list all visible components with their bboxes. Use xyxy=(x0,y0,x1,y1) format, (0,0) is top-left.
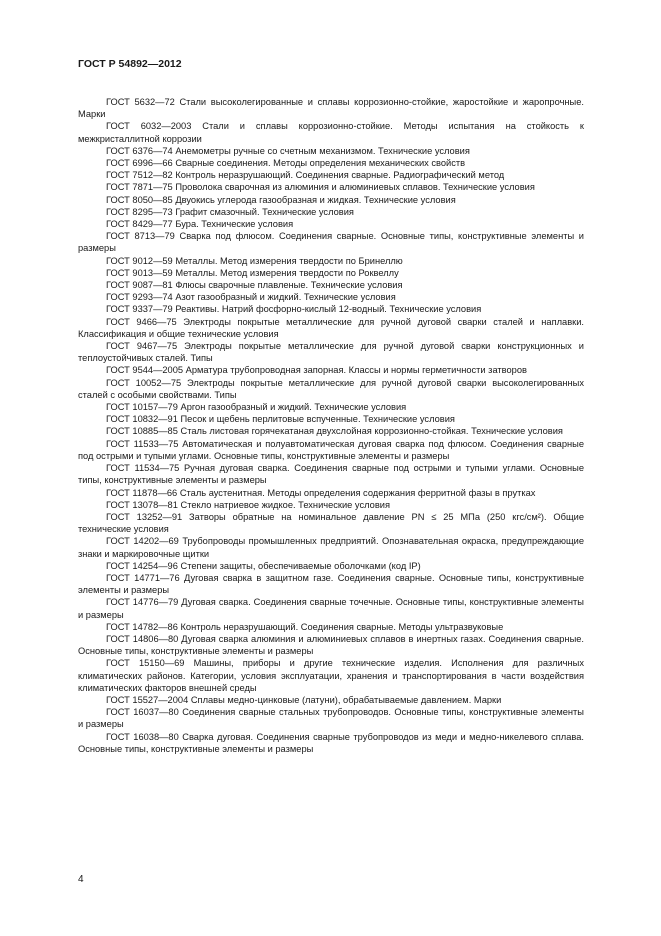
reference-title: Флюсы сварочные плавленые. Технические условия xyxy=(175,280,403,291)
reference-entry xyxy=(78,194,584,206)
reference-code: ГОСТ 8429—77 xyxy=(106,219,173,230)
reference-code: ГОСТ 8050—85 xyxy=(106,194,173,205)
reference-title: Электроды покрытые металлические для ручной дуговой сварки сталей и наплавки. Классификация и общие технические условия xyxy=(78,316,584,339)
reference-entry xyxy=(78,291,584,303)
reference-entry xyxy=(78,401,584,413)
reference-entry xyxy=(78,425,584,437)
reference-code: ГОСТ 9544—2005 xyxy=(106,365,184,376)
reference-code: ГОСТ 14806—80 xyxy=(106,633,179,644)
reference-title: Стали высоколегированные и сплавы коррозионно-стойкие, жаростойкие и жаропрочные. Марки xyxy=(78,97,584,120)
reference-title: Стали и сплавы коррозионно-стойкие. Методы испытания на стойкость к межкристаллитной коррозии xyxy=(78,121,584,144)
reference-entry xyxy=(78,340,584,364)
reference-entry xyxy=(78,413,584,425)
reference-title: Сплавы медно-цинковые (латуни), обрабатываемые давлением. Марки xyxy=(190,694,502,705)
reference-entry xyxy=(78,535,584,559)
reference-code: ГОСТ 11533—75 xyxy=(106,438,179,449)
reference-code: ГОСТ 10885—85 xyxy=(106,426,178,437)
reference-title: Автоматическая и полуавтоматическая дуговая сварка под флюсом. Соединения сварные под острыми и тупыми углами. Основные типы, конструктивные элементы и размеры xyxy=(78,438,584,461)
reference-code: ГОСТ 14776—79 xyxy=(106,597,179,608)
reference-title: Песок и щебень перлитовые вспученные. Технические условия xyxy=(180,414,455,425)
reference-code: ГОСТ 9337—79 xyxy=(106,304,173,315)
reference-code: ГОСТ 9012—59 xyxy=(106,255,173,266)
reference-entry xyxy=(78,96,584,120)
reference-code: ГОСТ 9013—59 xyxy=(106,267,173,278)
reference-code: ГОСТ 9467—75 xyxy=(106,341,178,352)
reference-entry xyxy=(78,572,584,596)
reference-title: Двуокись углерода газообразная и жидкая. Технические условия xyxy=(175,194,456,205)
reference-title: Дуговая сварка алюминия и алюминиевых сплавов в инертных газах. Соединения сварные. Основные типы, конструктивные элементы и размеры xyxy=(78,633,585,657)
reference-title: Дуговая сварка. Соединения сварные точечные. Основные типы, конструктивные элементы и размеры xyxy=(78,597,584,620)
normative-references-list xyxy=(78,96,584,755)
reference-entry xyxy=(78,706,584,730)
reference-title: Соединения сварные стальных трубопроводов. Основные типы, конструктивные элементы и размеры xyxy=(78,707,584,730)
reference-title: Сталь аустенитная. Методы определения содержания ферритной фазы в прутках xyxy=(179,487,536,498)
reference-title: Анемометры ручные со счетным механизмом. Технические условия xyxy=(175,145,470,156)
reference-entry xyxy=(78,560,584,572)
reference-title: Графит смазочный. Технические условия xyxy=(175,206,354,217)
reference-entry xyxy=(78,462,584,486)
reference-entry xyxy=(78,596,584,620)
reference-entry xyxy=(78,694,584,706)
reference-title: Электроды покрытые металлические для ручной дуговой сварки высоколегированных сталей с особыми свойствами. Типы xyxy=(78,377,584,400)
reference-code: ГОСТ 13078—81 xyxy=(106,499,178,510)
reference-code: ГОСТ 8713—79 xyxy=(106,231,175,242)
reference-entry xyxy=(78,157,584,169)
reference-entry xyxy=(78,633,584,657)
reference-title: Ручная дуговая сварка. Соединения сварные под острыми и тупыми углами. Основные типы, конструктивные элементы и размеры xyxy=(78,463,585,486)
reference-entry xyxy=(78,279,584,291)
reference-entry xyxy=(78,438,584,462)
reference-code: ГОСТ 14202—69 xyxy=(106,536,179,547)
reference-entry xyxy=(78,511,584,535)
reference-code: ГОСТ 7512—82 xyxy=(106,170,173,181)
reference-entry xyxy=(78,230,584,254)
reference-title: Сварные соединения. Методы определения механических свойств xyxy=(175,158,466,169)
reference-code: ГОСТ 9087—81 xyxy=(106,280,173,291)
reference-entry xyxy=(78,181,584,193)
reference-code: ГОСТ 5632—72 xyxy=(106,97,175,107)
reference-entry xyxy=(78,206,584,218)
reference-title: Сталь листовая горячекатаная двухслойная коррозионно-стойкая. Технические условия xyxy=(180,426,563,437)
reference-title: Сварка дуговая. Соединения сварные трубопроводов из меди и медно-никелевого сплава. Основные типы, конструктивные элементы и размеры xyxy=(78,731,584,754)
page-number: 4 xyxy=(78,874,84,885)
reference-title: Электроды покрытые металлические для ручной дуговой сварки конструкционных и теплоустойчивых сталей. Типы xyxy=(78,341,584,364)
reference-entry xyxy=(78,218,584,230)
reference-entry xyxy=(78,316,584,340)
reference-code: ГОСТ 13252—91 xyxy=(106,511,183,522)
reference-entry xyxy=(78,364,584,376)
reference-entry xyxy=(78,255,584,267)
reference-code: ГОСТ 15527—2004 xyxy=(106,694,189,705)
reference-title: Контроль неразрушающий. Соединения сварные. Радиографический метод xyxy=(175,170,505,181)
reference-code: ГОСТ 10157—79 xyxy=(106,402,178,413)
reference-entry xyxy=(78,499,584,511)
reference-code: ГОСТ 9293—74 xyxy=(106,292,173,303)
reference-entry xyxy=(78,145,584,157)
reference-entry xyxy=(78,657,584,694)
reference-title: Проволока сварочная из алюминия и алюминиевых сплавов. Технические условия xyxy=(175,182,535,193)
reference-title: Степени защиты, обеспечиваемые оболочками (код IP) xyxy=(180,560,421,571)
reference-title: Стекло натриевое жидкое. Технические условия xyxy=(180,499,390,510)
reference-code: ГОСТ 11878—66 xyxy=(106,487,178,498)
reference-title: Металлы. Метод измерения твердости по Роквеллу xyxy=(175,267,399,278)
reference-code: ГОСТ 8295—73 xyxy=(106,206,173,217)
reference-title: Аргон газообразный и жидкий. Технические условия xyxy=(180,402,407,413)
reference-code: ГОСТ 6376—74 xyxy=(106,145,173,156)
reference-entry xyxy=(78,169,584,181)
reference-title: Сварка под флюсом. Соединения сварные. Основные типы, конструктивные элементы и размеры xyxy=(78,231,584,254)
reference-code: ГОСТ 6996—66 xyxy=(106,158,173,169)
reference-title: Арматура трубопроводная запорная. Классы и нормы герметичности затворов xyxy=(185,365,527,376)
reference-code: ГОСТ 9466—75 xyxy=(106,316,177,327)
reference-code: ГОСТ 6032—2003 xyxy=(106,121,192,132)
reference-entry xyxy=(78,377,584,401)
reference-entry xyxy=(78,267,584,279)
reference-title: Азот газообразный и жидкий. Технические условия xyxy=(175,292,396,303)
document-header: ГОСТ Р 54892—2012 xyxy=(78,58,182,70)
reference-title: Затворы обратные на номинальное давление PN ≤ 25 МПа (250 кгс/см²). Общие технические условия xyxy=(78,511,585,535)
reference-title: Металлы. Метод измерения твердости по Бринеллю xyxy=(175,255,403,266)
reference-code: ГОСТ 14771—76 xyxy=(106,572,180,583)
reference-title: Бура. Технические условия xyxy=(175,219,294,230)
reference-entry xyxy=(78,120,584,144)
reference-title: Трубопроводы промышленных предприятий. Опознавательная окраска, предупреждающие знаки и маркировочные щитки xyxy=(78,536,584,559)
reference-entry xyxy=(78,303,584,315)
reference-code: ГОСТ 16037—80 xyxy=(106,707,179,718)
reference-code: ГОСТ 11534—75 xyxy=(106,463,180,474)
reference-entry xyxy=(78,621,584,633)
reference-title: Дуговая сварка в защитном газе. Соединения сварные. Основные типы, конструктивные элементы и размеры xyxy=(78,572,584,596)
reference-entry xyxy=(78,731,584,755)
reference-code: ГОСТ 14782—86 xyxy=(106,621,178,632)
reference-title: Реактивы. Натрий фосфорно-кислый 12-водный. Технические условия xyxy=(175,304,482,315)
reference-code: ГОСТ 10832—91 xyxy=(106,414,178,425)
reference-entry xyxy=(78,487,584,499)
reference-code: ГОСТ 15150—69 xyxy=(106,658,185,669)
reference-title: Контроль неразрушающий. Соединения сварные. Методы ультразвуковые xyxy=(180,621,504,632)
reference-title: Машины, приборы и другие технические изделия. Исполнения для различных климатических районов. Категории, условия эксплуатации, хранения и транспортирования в части воздействия климатических факторов внешней среды xyxy=(78,658,584,693)
reference-code: ГОСТ 16038—80 xyxy=(106,731,179,742)
reference-code: ГОСТ 7871—75 xyxy=(106,182,173,193)
reference-code: ГОСТ 10052—75 xyxy=(106,377,182,388)
reference-code: ГОСТ 14254—96 xyxy=(106,560,178,571)
